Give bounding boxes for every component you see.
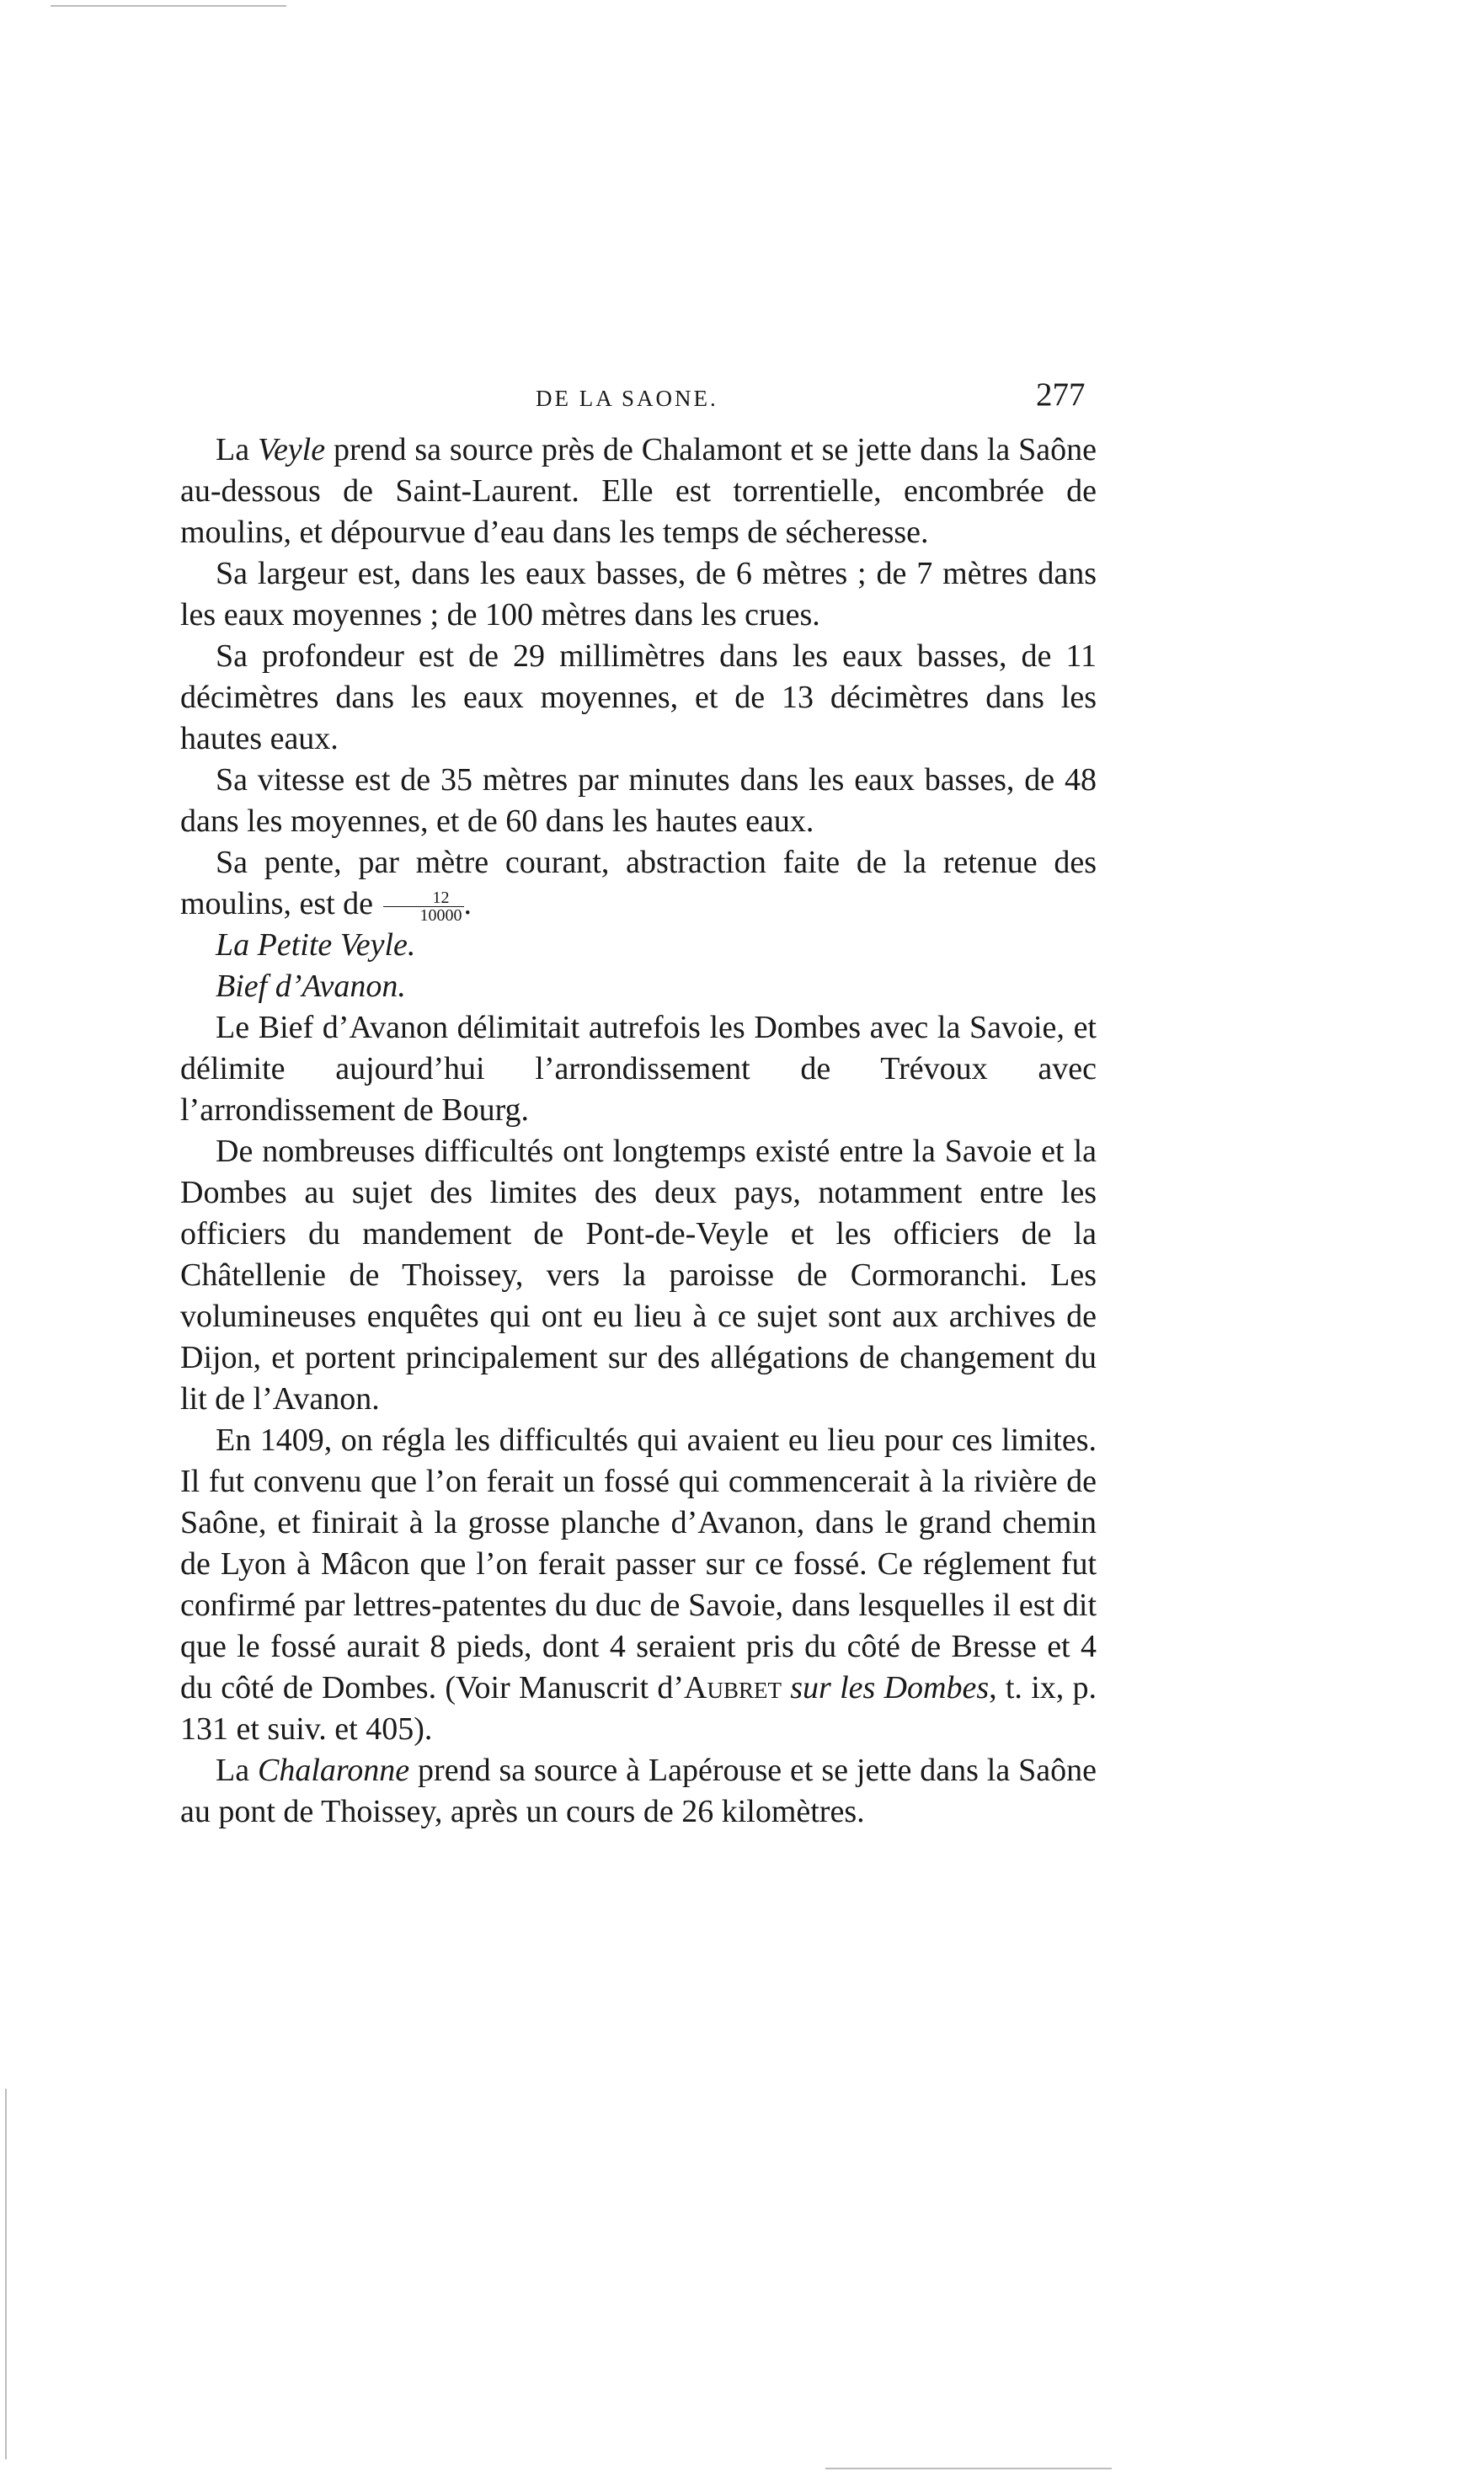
scan-edge-mark-left	[5, 2089, 7, 2459]
paragraph-largeur: Sa largeur est, dans les eaux basses, de 6 mètres ; de 7 mètres dans les eaux moyennes ; de 100 mètres dans les crues.	[180, 556, 1097, 633]
paragraph-bief: Le Bief d’Avanon délimitait autrefois les Dombes avec la Savoie, et délimite aujourd’hui l’arrondissement de Trévoux avec l’arrondissement de Bourg.	[180, 1010, 1097, 1128]
fraction-numerator: 12	[383, 889, 464, 907]
scan-edge-mark-bottom	[825, 2468, 1112, 2469]
river-name-veyle: Veyle	[257, 432, 326, 467]
paragraph-veyle: La Veyle prend sa source près de Chalamont et se jette dans la Saône au-dessous de Saint-Laurent. Elle est torrentielle, encombrée de moulins, et dépourvue d’eau dans les temps de sécheresse.	[180, 432, 1097, 550]
author-aubret: Aubret	[684, 1670, 782, 1705]
paragraph-pente: Sa pente, par mètre courant, abstraction faite de la retenue des moulins, est de $\frac{12}{10000}$ .	[180, 845, 1097, 925]
paragraph-difficultes: De nombreuses difficultés ont longtemps existé entre la Savoie et la Dombes au sujet des limites des deux pays, notamment entre les officiers du mandement de Pont-de-Veyle et les officiers de la Châtellenie de Thoissey, vers la paroisse de Cormoranchi. Les volumineuses enquêtes qui ont eu lieu à ce sujet sont aux archives de Dijon, et portent principalement sur des allégations de changement du lit de l’Avanon.	[180, 1134, 1097, 1417]
river-name-chalaronne: Chalaronne	[257, 1753, 410, 1788]
paragraph-profondeur: Sa profondeur est de 29 millimètres dans les eaux basses, de 11 décimètres dans les eaux moyennes, et de 13 décimètres dans les hautes eaux.	[180, 638, 1097, 756]
paragraph-1409: En 1409, on régla les difficultés qui avaient eu lieu pour ces limites. Il fut convenu que l’on ferait un fossé qui commencerait à la rivière de Saône, et finirait à la grosse planche d’Avanon, dans le grand chemin de Lyon à Mâcon que l’on ferait passer sur ce fossé. Ce réglement fut confirmé par lettres-patentes du duc de Savoie, dans lesquelles il est dit que le fossé aurait 8 pieds, dont 4 seraient pris du côté de Bresse et 4 du côté de Dombes. (Voir Manuscrit d’Aubret sur les Dombes, t. ix, p. 131 et suiv. et 405).	[180, 1422, 1097, 1747]
heading-petite-veyle: La Petite Veyle.	[216, 927, 416, 963]
page-number: 277	[1036, 376, 1086, 413]
work-title: sur les Dombes	[790, 1670, 990, 1705]
running-title: DE LA SAONE.	[536, 386, 718, 411]
paragraph-chalaronne: La Chalaronne prend sa source à Lapérouse et se jette dans la Saône au pont de Thoissey, après un cours de 26 kilomètres.	[180, 1753, 1097, 1829]
heading-bief-avanon: Bief d’Avanon.	[216, 969, 406, 1004]
fraction-denominator: 10000	[419, 905, 462, 925]
scan-edge-mark-top	[51, 5, 286, 7]
page-body	[180, 430, 1097, 1833]
paragraph-vitesse: Sa vitesse est de 35 mètres par minutes dans les eaux basses, de 48 dans les moyennes, et de 60 dans les hautes eaux.	[180, 762, 1097, 839]
slope-fraction	[383, 889, 464, 924]
